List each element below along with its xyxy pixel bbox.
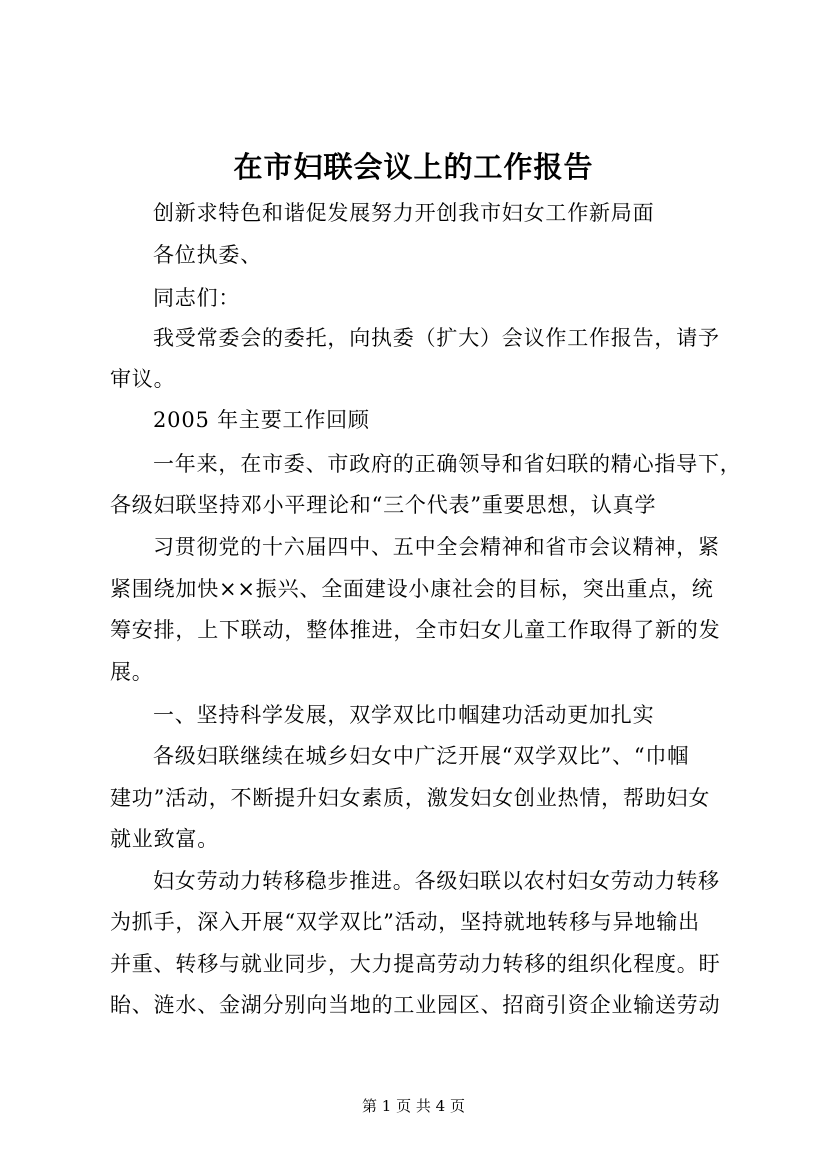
paragraph-line: 一年来，在市委、市政府的正确领导和省妇联的精心指导下，	[153, 452, 742, 476]
paragraph-line: 建功”活动，不断提升妇女素质，激发妇女创业热情，帮助妇女	[110, 786, 711, 810]
paragraph-line: 并重、转移与就业同步，大力提高劳动力转移的组织化程度。盱	[110, 952, 721, 976]
salutation-line-2: 同志们：	[153, 286, 241, 310]
paragraph-line: 各级妇联继续在城乡妇女中广泛开展“双学双比”、“巾帼	[153, 744, 690, 768]
paragraph-line: 我受常委会的委托，向执委（扩大）会议作工作报告，请予	[153, 326, 720, 350]
paragraph-line: 紧围绕加快××振兴、全面建设小康社会的目标，突出重点，统	[110, 577, 714, 601]
paragraph-line: 习贯彻党的十六届四中、五中全会精神和省市会议精神，紧	[153, 535, 720, 559]
page-number-footer: 第 1 页 共 4 页	[362, 1097, 465, 1115]
paragraph-line: 审议。	[110, 367, 176, 391]
section-heading: 2005 年主要工作回顾	[153, 408, 370, 432]
section-heading: 一、坚持科学发展，双学双比巾帼建功活动更加扎实	[153, 703, 655, 727]
paragraph-line: 展。	[110, 660, 154, 684]
document-title: 在市妇联会议上的工作报告	[233, 150, 594, 184]
paragraph-line: 各级妇联坚持邓小平理论和“三个代表”重要思想，认真学	[110, 493, 657, 517]
paragraph-line: 筹安排，上下联动，整体推进，全市妇女儿童工作取得了新的发	[110, 618, 721, 642]
salutation-line-1: 各位执委、	[153, 243, 262, 267]
subtitle-line: 创新求特色和谐促发展努力开创我市妇女工作新局面	[153, 201, 655, 225]
paragraph-line: 就业致富。	[110, 827, 219, 851]
paragraph-line: 眙、涟水、金湖分别向当地的工业园区、招商引资企业输送劳动	[110, 993, 721, 1017]
paragraph-line: 妇女劳动力转移稳步推进。各级妇联以农村妇女劳动力转移	[153, 869, 720, 893]
paragraph-line: 为抓手，深入开展“双学双比”活动，坚持就地转移与异地输出	[110, 910, 700, 934]
